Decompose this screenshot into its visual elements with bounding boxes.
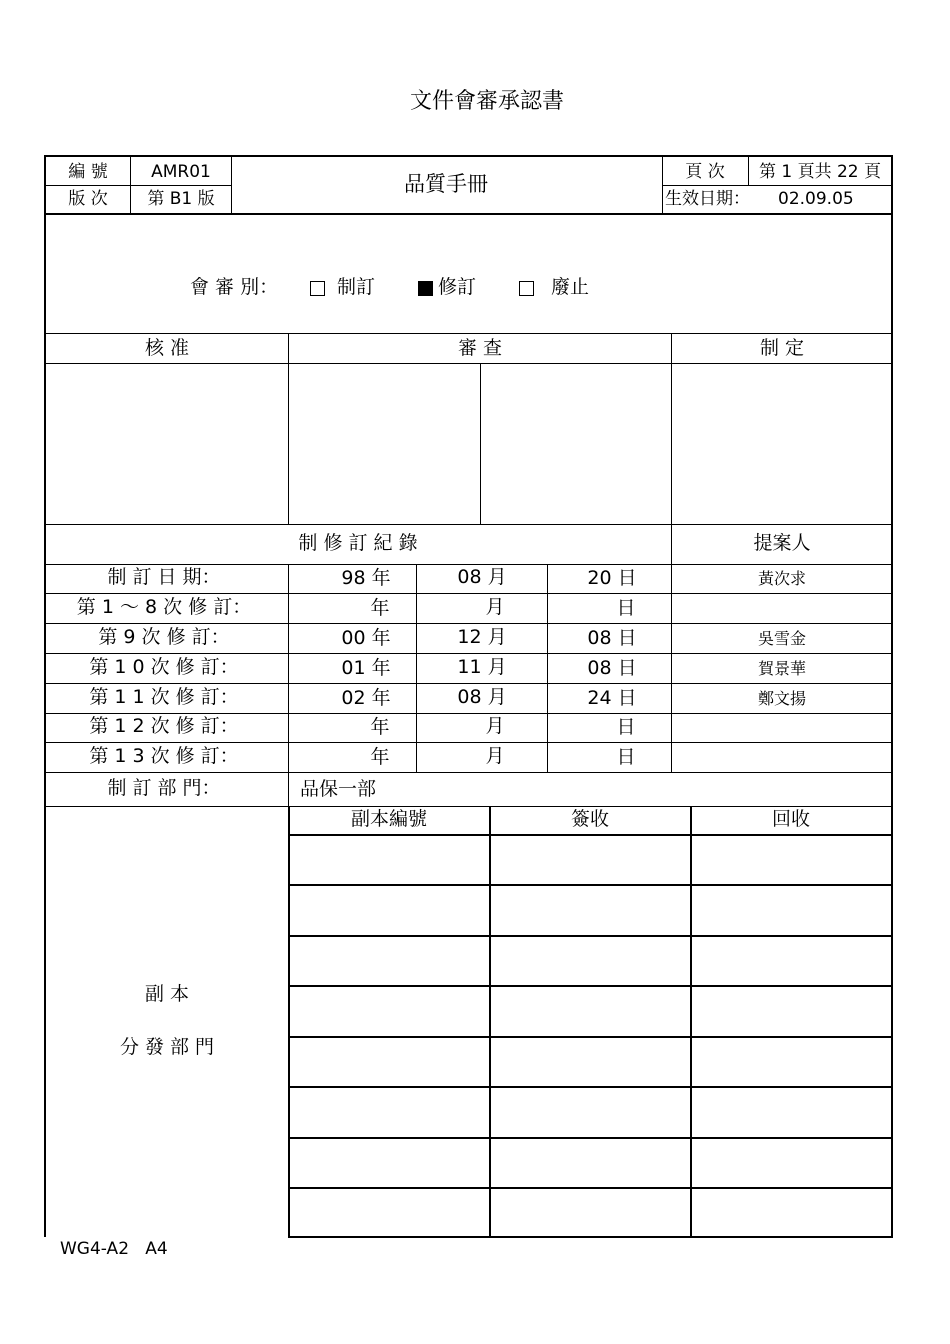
revision-label: 第 1 0 次 修 訂：: [89, 656, 239, 678]
revision-day: 24 日: [587, 687, 637, 709]
distribution-label-line2: 分 發 部 門: [119, 1036, 215, 1058]
option-abolish-label: 廢止: [551, 276, 590, 298]
revision-day: 08 日: [587, 627, 637, 649]
revision-label: 第 1 1 次 修 訂：: [89, 686, 239, 708]
revision-day: 日: [616, 597, 636, 619]
review-type-label: 會 審 別：: [190, 276, 279, 298]
revision-month: 11 月: [457, 656, 507, 678]
number-value: AMR01: [151, 162, 211, 182]
revision-year: 年: [370, 716, 390, 738]
revision-label: 第 9 次 修 訂：: [98, 626, 230, 648]
revision-year: 01 年: [341, 657, 391, 679]
version-label: 版 次: [68, 189, 108, 209]
distribution-label-line1: 副 本: [144, 983, 190, 1005]
revision-month: 月: [485, 715, 505, 737]
revision-day: 日: [616, 716, 636, 738]
revision-label: 第 1 2 次 修 訂：: [89, 715, 239, 737]
revision-record-title: 制 修 訂 紀 錄: [298, 532, 418, 554]
page-label: 頁 次: [685, 162, 725, 182]
revision-month: 月: [485, 745, 505, 767]
revision-day: 20 日: [587, 567, 637, 589]
revision-month: 08 月: [457, 566, 507, 588]
option-revise-checkbox[interactable]: [418, 281, 433, 296]
create-header: 制 定: [759, 337, 805, 359]
dept-label: 制 訂 部 門：: [107, 777, 221, 799]
revision-year: 年: [370, 597, 390, 619]
effective-date-value: 02.09.05: [778, 189, 854, 209]
revision-proposer: 黃次求: [757, 569, 807, 588]
revision-label: 第 1 ～ 8 次 修 訂：: [76, 596, 252, 618]
revision-day: 日: [616, 746, 636, 768]
proposer-header: 提案人: [753, 532, 811, 554]
revision-label: 制 訂 日 期：: [107, 566, 221, 588]
revision-year: 00 年: [341, 627, 391, 649]
revision-month: 12 月: [457, 626, 507, 648]
option-create-checkbox[interactable]: [310, 281, 325, 296]
revision-year: 98 年: [341, 567, 391, 589]
option-revise-label: 修訂: [438, 276, 477, 298]
version-value: 第 B1 版: [147, 189, 215, 209]
approve-header: 核 准: [144, 337, 190, 359]
dept-value: 品保一部: [300, 778, 377, 800]
revision-proposer: 賀景華: [757, 659, 807, 678]
revision-day: 08 日: [587, 657, 637, 679]
revision-proposer: 鄭文揚: [757, 689, 807, 708]
page-value: 第 1 頁共 22 頁: [758, 162, 882, 182]
revision-year: 02 年: [341, 687, 391, 709]
option-create-label: 制訂: [337, 276, 376, 298]
sign-receipt-header: 簽收: [570, 808, 610, 830]
revision-year: 年: [370, 746, 390, 768]
number-label: 編 號: [68, 162, 108, 182]
copy-number-header: 副本編號: [350, 808, 428, 830]
option-abolish-checkbox[interactable]: [519, 281, 534, 296]
effective-date-label: 生效日期：: [665, 189, 750, 209]
revision-month: 月: [485, 596, 505, 618]
revision-proposer: 吳雪金: [757, 629, 807, 648]
document-name: 品質手冊: [404, 172, 488, 196]
form-code-footer: WG4-A2 A4: [60, 1239, 168, 1259]
review-header: 審 查: [457, 337, 503, 359]
revision-month: 08 月: [457, 686, 507, 708]
document-title: 文件會審承認書: [409, 89, 565, 114]
revision-label: 第 1 3 次 修 訂：: [89, 745, 239, 767]
recall-header: 回收: [771, 808, 811, 830]
